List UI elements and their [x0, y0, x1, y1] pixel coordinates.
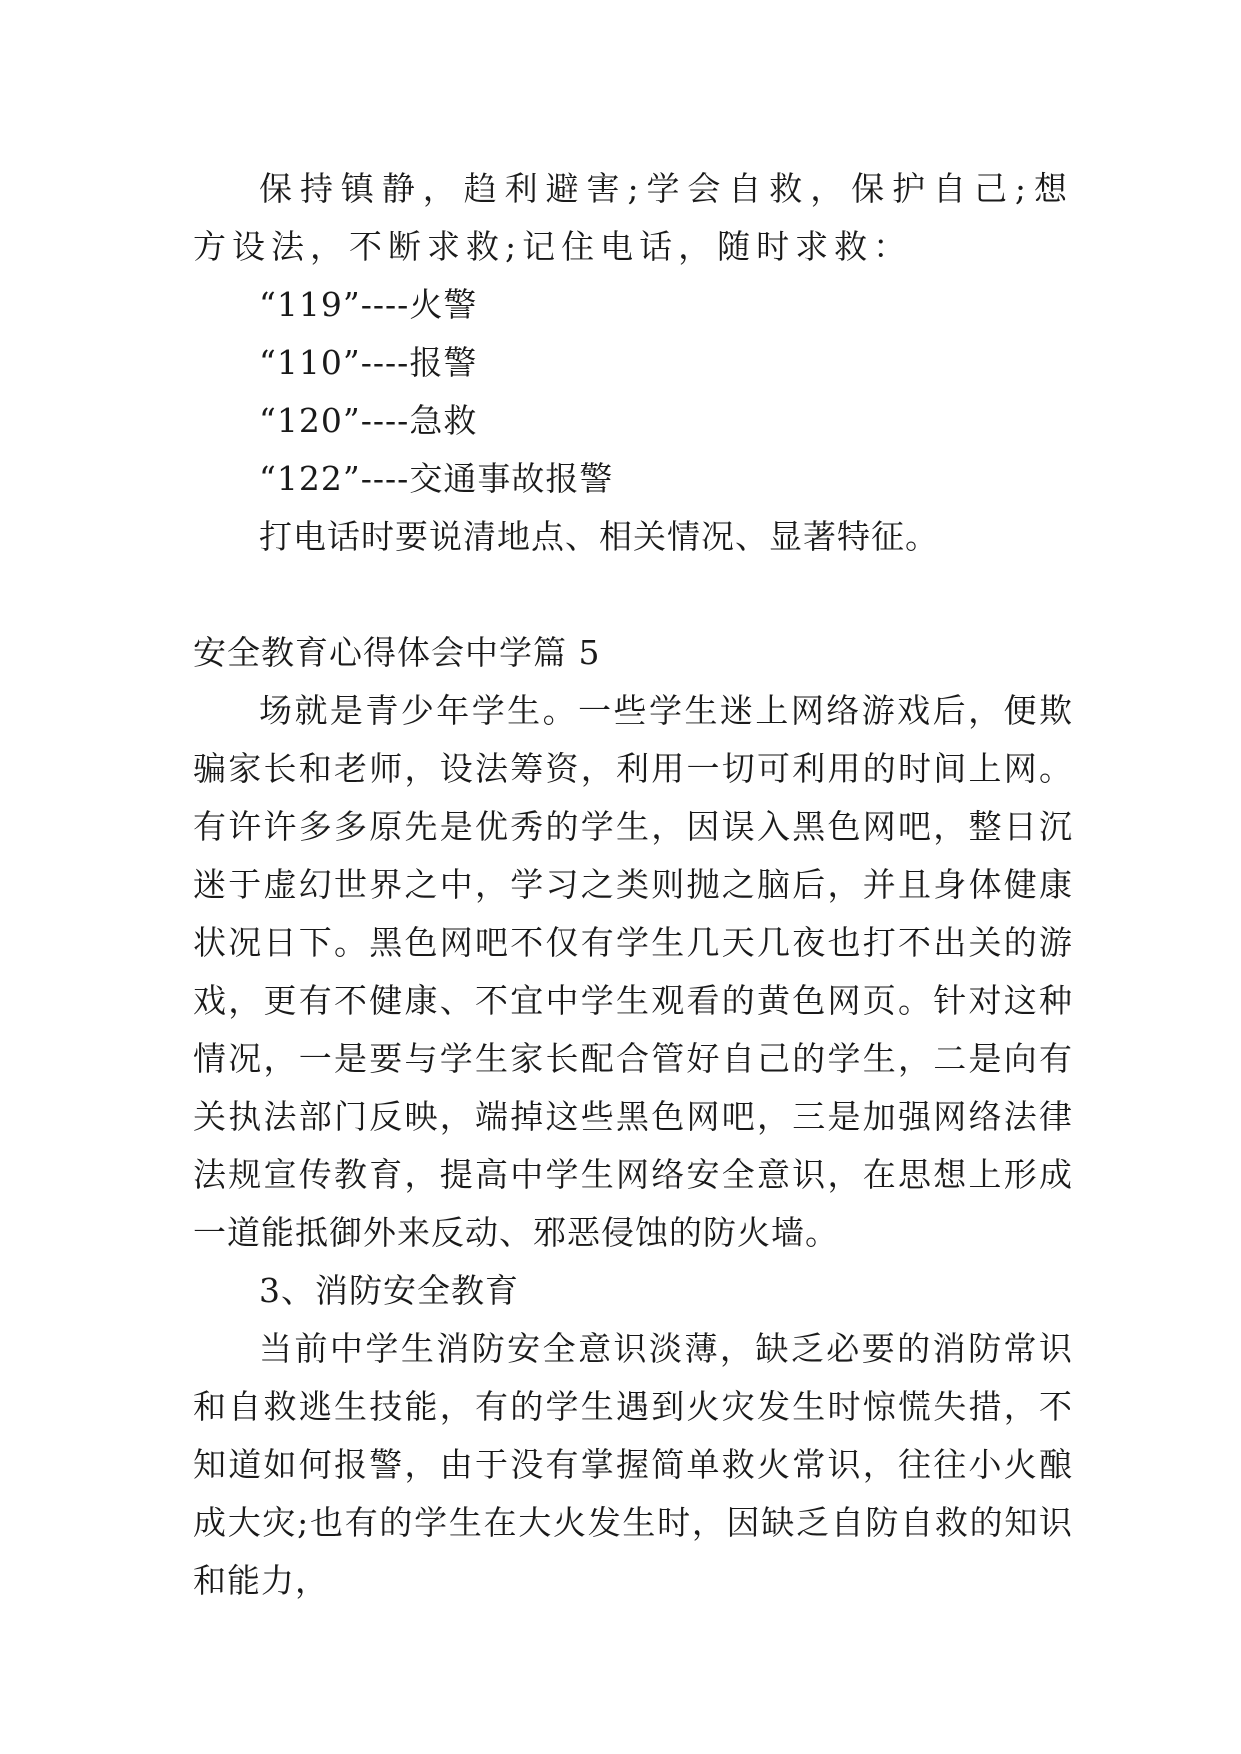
hotline-ambulance: “120”----急救 — [259, 401, 478, 440]
hotline-fire: “119”----火警 — [259, 285, 478, 324]
section-title: 安全教育心得体会中学篇 5 — [193, 633, 601, 672]
subheading: 3、消防安全教育 — [259, 1271, 519, 1310]
body-paragraph: 场就是青少年学生。一些学生迷上网络游戏后，便欺骗家长和老师，设法筹资，利用一切可利用的时间上网。有许许多多原先是优秀的学生，因误入黑色网吧，整日沉迷于虚幻世界之中，学习之类则抛之脑后，并且身体健康状况日下。黑色网吧不仅有学生几天几夜也打不出关的游戏，更有不健康、不宜中学生观看的黄色网页。针对这种情况，一是要与学生家长配合管好自己的学生，二是向有关执法部门反映，端掉这些黑色网吧，三是加强网络法律法规宣传教育，提高中学生网络安全意识，在思想上形成一道能抵御外来反动、邪恶侵蚀的防火墙。 — [193, 691, 1073, 1252]
hotline-police: “110”----报警 — [259, 343, 478, 382]
call-tip: 打电话时要说清地点、相关情况、显著特征。 — [259, 517, 939, 556]
document-body — [193, 160, 1073, 1610]
intro-paragraph: 保持镇静，趋利避害;学会自救，保护自己;想方设法，不断求救;记住电话，随时求救： — [193, 169, 1073, 266]
hotline-traffic: “122”----交通事故报警 — [259, 459, 614, 498]
body-paragraph: 当前中学生消防安全意识淡薄，缺乏必要的消防常识和自救逃生技能，有的学生遇到火灾发生时惊慌失措，不知道如何报警，由于没有掌握简单救火常识，往往小火酿成大灾;也有的学生在大火发生时，因缺乏自防自救的知识和能力， — [193, 1329, 1073, 1600]
